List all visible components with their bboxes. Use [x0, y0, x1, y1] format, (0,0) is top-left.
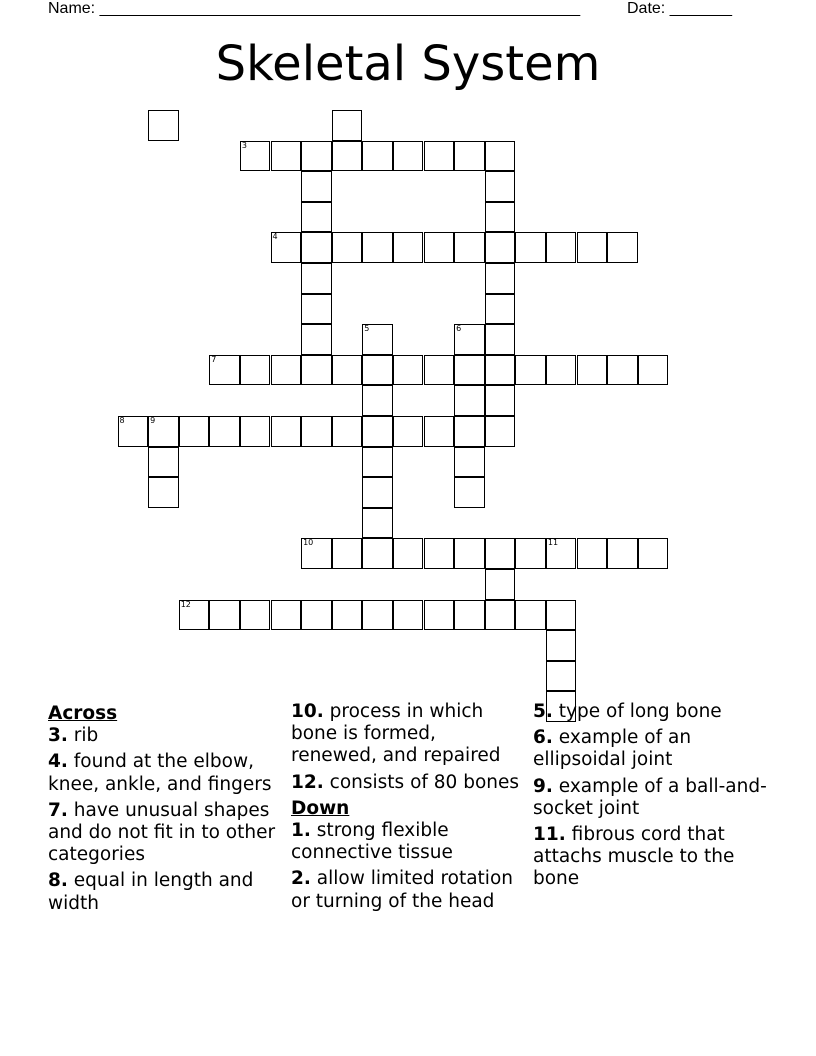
name-field-label: Name: ______________________________________________________	[48, 0, 581, 17]
clue-across-10	[291, 701, 527, 768]
grid-cell[interactable]	[546, 538, 577, 569]
clue-number-label: 7	[211, 354, 217, 364]
clue-column-2	[291, 701, 527, 917]
grid-cell[interactable]	[485, 232, 516, 263]
grid-cell[interactable]	[577, 538, 608, 569]
clue-across-8	[48, 870, 280, 914]
clue-text: have unusual shapes and do not fit in to other categories	[48, 799, 276, 866]
grid-cell[interactable]	[546, 600, 577, 631]
clue-number-label: 4	[272, 232, 278, 242]
clue-column-1	[48, 701, 280, 919]
clue-number: 1.	[291, 820, 311, 842]
grid-cell[interactable]	[454, 538, 485, 569]
grid-cell[interactable]	[332, 110, 363, 141]
grid-cell[interactable]	[301, 324, 332, 355]
grid-cell[interactable]	[301, 232, 332, 263]
grid-cell[interactable]	[393, 416, 424, 447]
grid-cell[interactable]	[454, 324, 485, 355]
across-heading: Across	[48, 703, 118, 724]
clue-number: 4.	[48, 751, 68, 773]
clue-down-2	[291, 868, 527, 912]
grid-cell[interactable]	[209, 355, 240, 386]
grid-cell[interactable]	[301, 600, 332, 631]
clue-number: 6.	[533, 727, 553, 749]
grid-cell[interactable]	[301, 171, 332, 202]
grid-cell[interactable]	[271, 355, 302, 386]
clue-text: rib	[73, 725, 99, 747]
clue-text: consists of 80 bones	[329, 771, 520, 793]
clue-text: type of long bone	[558, 701, 722, 722]
clue-down-9	[533, 776, 773, 820]
grid-cell[interactable]	[301, 202, 332, 233]
grid-cell[interactable]	[148, 447, 179, 478]
grid-cell[interactable]	[424, 538, 455, 569]
grid-cell[interactable]	[393, 232, 424, 263]
clue-down-6	[533, 727, 773, 771]
grid-cell[interactable]	[607, 232, 638, 263]
clue-number: 2.	[291, 868, 311, 890]
grid-cell[interactable]	[424, 416, 455, 447]
grid-cell[interactable]	[362, 385, 393, 416]
grid-cell[interactable]	[515, 538, 546, 569]
grid-cell[interactable]	[332, 355, 363, 386]
grid-cell[interactable]	[332, 232, 363, 263]
grid-cell[interactable]	[271, 600, 302, 631]
down-heading: Down	[291, 797, 350, 819]
grid-cell[interactable]	[515, 600, 546, 631]
grid-cell[interactable]	[485, 202, 516, 233]
clue-down-5	[533, 701, 773, 723]
clue-down-11	[533, 824, 773, 891]
grid-cell[interactable]	[240, 600, 271, 631]
grid-cell[interactable]	[362, 324, 393, 355]
grid-cell[interactable]	[301, 294, 332, 325]
clue-text: found at the elbow, knee, ankle, and fingers	[48, 751, 272, 795]
grid-cell[interactable]	[118, 416, 149, 447]
grid-cell[interactable]	[332, 416, 363, 447]
clue-number: 3.	[48, 725, 68, 747]
grid-cell[interactable]	[454, 416, 485, 447]
grid-cell[interactable]	[454, 355, 485, 386]
grid-cell[interactable]	[148, 416, 179, 447]
grid-cell[interactable]	[240, 416, 271, 447]
clue-number-label: 8	[119, 416, 125, 425]
grid-cell[interactable]	[240, 141, 271, 172]
grid-cell[interactable]	[424, 232, 455, 263]
grid-cell[interactable]	[362, 477, 393, 508]
grid-cell[interactable]	[362, 600, 393, 631]
clue-number: 7.	[48, 799, 68, 821]
grid-cell[interactable]	[271, 141, 302, 172]
clue-text: fibrous cord that attachs muscle to the bone	[533, 824, 735, 890]
grid-cell[interactable]	[577, 232, 608, 263]
grid-cell[interactable]	[362, 416, 393, 447]
grid-cell[interactable]	[485, 600, 516, 631]
grid-cell[interactable]	[454, 477, 485, 508]
grid-cell[interactable]	[454, 447, 485, 478]
grid-cell[interactable]	[485, 569, 516, 600]
grid-cell[interactable]	[454, 385, 485, 416]
clue-number: 5.	[533, 701, 553, 722]
grid-cell[interactable]	[301, 355, 332, 386]
page-title: Skeletal System	[215, 36, 601, 92]
grid-cell[interactable]	[424, 355, 455, 386]
clue-number-label: 11	[547, 538, 559, 548]
grid-cell[interactable]	[546, 232, 577, 263]
grid-cell[interactable]	[332, 538, 363, 569]
clue-down-1	[291, 820, 527, 864]
clue-number: 9.	[533, 775, 553, 797]
grid-cell[interactable]	[485, 263, 516, 294]
grid-cell[interactable]	[362, 508, 393, 539]
grid-cell[interactable]	[332, 600, 363, 631]
grid-cell[interactable]	[271, 232, 302, 263]
clue-across-7	[48, 800, 280, 867]
grid-cell[interactable]	[179, 600, 210, 631]
grid-cell[interactable]	[485, 416, 516, 447]
grid-cell[interactable]	[485, 385, 516, 416]
grid-cell[interactable]	[485, 171, 516, 202]
grid-cell[interactable]	[301, 416, 332, 447]
grid-cell[interactable]	[485, 538, 516, 569]
clue-number-label: 6	[456, 324, 462, 334]
clue-across-12	[291, 772, 527, 794]
grid-cell[interactable]	[454, 600, 485, 631]
clue-text: allow limited rotation or turning of the head	[291, 868, 513, 912]
grid-cell[interactable]	[301, 141, 332, 172]
clue-across-3	[48, 725, 280, 747]
grid-cell[interactable]	[546, 661, 577, 692]
grid-cell[interactable]	[515, 232, 546, 263]
clue-number-label: 10	[303, 538, 314, 548]
grid-cell[interactable]	[362, 538, 393, 569]
date-field-label: Date: _______	[627, 0, 732, 17]
clue-number-label: 3	[241, 140, 247, 150]
grid-cell[interactable]	[271, 416, 302, 447]
grid-cell[interactable]	[638, 538, 669, 569]
grid-cell[interactable]	[607, 538, 638, 569]
grid-cell[interactable]	[638, 355, 669, 386]
clue-number-label: 9	[150, 416, 156, 425]
grid-cell[interactable]	[301, 538, 332, 569]
clue-number: 12.	[291, 771, 324, 793]
grid-cell[interactable]	[454, 232, 485, 263]
grid-cell[interactable]	[485, 141, 516, 172]
grid-cell[interactable]	[515, 355, 546, 386]
grid-cell[interactable]	[393, 600, 424, 631]
grid-cell[interactable]	[148, 477, 179, 508]
grid-cell[interactable]	[362, 232, 393, 263]
grid-cell[interactable]	[546, 355, 577, 386]
grid-cell[interactable]	[485, 324, 516, 355]
clue-text: example of a ball-and-socket joint	[533, 775, 767, 819]
grid-cell[interactable]	[577, 355, 608, 386]
grid-cell[interactable]	[424, 141, 455, 172]
clue-text: equal in length and width	[48, 870, 254, 914]
grid-cell[interactable]	[209, 600, 240, 631]
clue-number-label: 12	[180, 599, 191, 609]
clue-column-3	[533, 701, 773, 895]
grid-cell[interactable]	[393, 355, 424, 386]
grid-cell[interactable]	[393, 538, 424, 569]
grid-cell[interactable]	[179, 416, 210, 447]
clue-number: 8.	[48, 870, 68, 892]
clue-number: 10.	[291, 701, 324, 722]
grid-cell[interactable]	[301, 263, 332, 294]
grid-cell[interactable]	[485, 294, 516, 325]
grid-cell[interactable]	[148, 110, 179, 141]
grid-cell[interactable]	[332, 141, 363, 172]
grid-cell[interactable]	[362, 447, 393, 478]
grid-cell[interactable]	[546, 630, 577, 661]
grid-cell[interactable]	[424, 600, 455, 631]
grid-cell[interactable]	[362, 141, 393, 172]
clue-text: example of an ellipsoidal joint	[533, 727, 692, 771]
grid-cell[interactable]	[607, 355, 638, 386]
grid-cell[interactable]	[485, 355, 516, 386]
clue-across-4	[48, 751, 280, 795]
grid-cell[interactable]	[362, 355, 393, 386]
clue-number-label: 5	[364, 324, 370, 334]
grid-cell[interactable]	[393, 141, 424, 172]
grid-cell[interactable]	[454, 141, 485, 172]
clue-text: process in which bone is formed, renewed, and repaired	[291, 701, 501, 767]
grid-cell[interactable]	[240, 355, 271, 386]
clue-number: 11.	[533, 824, 566, 846]
clue-text: strong flexible connective tissue	[291, 820, 453, 864]
grid-cell[interactable]	[209, 416, 240, 447]
